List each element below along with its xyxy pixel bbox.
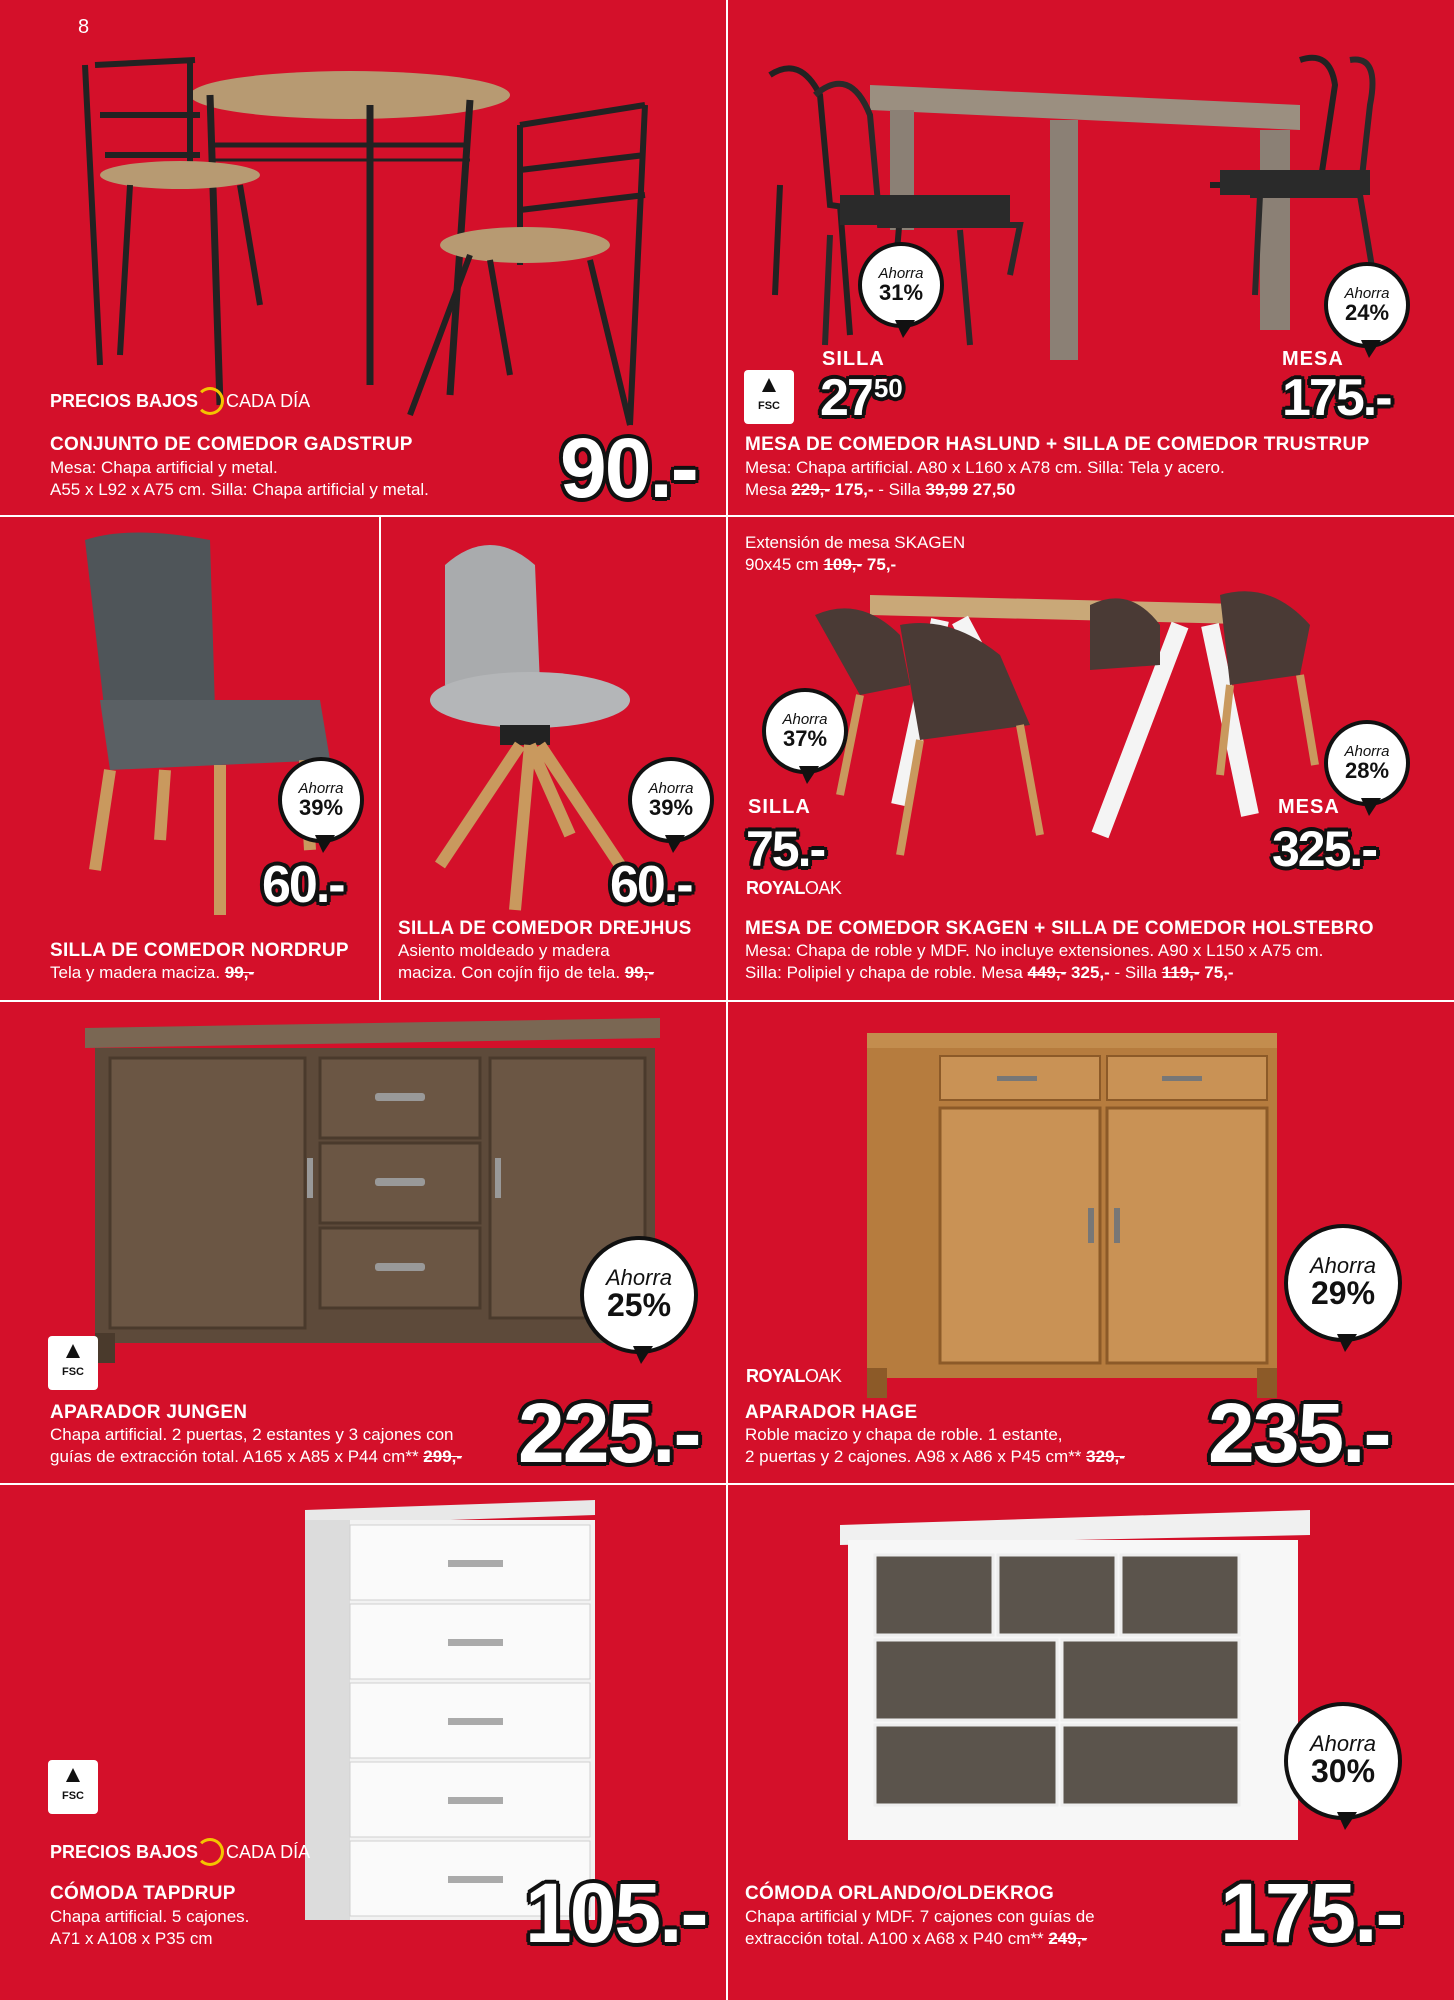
fsc-tree-icon: ▲ [757,371,781,398]
precios-bajos-logo [50,387,310,415]
hage-royaloak-logo [746,1366,841,1387]
tapdrup-fsc-logo [48,1760,98,1814]
skagen-desc-prefix: Silla: Polipiel y chapa de roble. Mesa [745,963,1028,982]
haslund-title: MESA DE COMEDOR HASLUND + SILLA DE COMEDOR TRUSTRUP [745,434,1370,455]
tapdrup-precios-bajos-logo [50,1838,310,1866]
tapdrup-desc-line1: Chapa artificial. 5 cajones. [50,1907,250,1926]
drejhus-save-badge [628,757,714,843]
haslund-silla-old-price: 39,99 [925,480,969,499]
orlando-title: CÓMODA ORLANDO/OLDEKROG [745,1883,1055,1904]
gadstrup-desc-line2: A55 x L92 x A75 cm. Silla: Chapa artificial y metal. [50,480,429,499]
hage-save-word: Ahorra [1309,1253,1377,1279]
skagen-silla-old-price: 119,- [1161,963,1200,982]
drejhus-save-word: Ahorra [648,779,694,797]
jungen-desc-line1: Chapa artificial. 2 puertas, 2 estantes y 3 cajones con [50,1425,454,1444]
divider-h2 [0,1000,1454,1002]
precios-bajos-ring-icon [196,1838,224,1866]
royal-text: ROYAL [746,878,805,898]
skagen-royaloak-logo [746,878,841,899]
haslund-mesa-save-badge [1324,262,1410,348]
orlando-desc-line1: Chapa artificial y MDF. 7 cajones con guías de [745,1907,1095,1926]
orlando-desc [745,1906,1095,1950]
nordrup-old-price: 99,- [224,963,255,982]
tapdrup-desc-line2: A71 x A108 x P35 cm [50,1929,213,1948]
gadstrup-price: 90.- [560,421,697,515]
haslund-mesa-old-price: 229,- [791,480,831,499]
page-number: 8 [78,16,90,38]
drejhus-title: SILLA DE COMEDOR DREJHUS [398,918,692,939]
skagen-silla-save-badge [762,688,848,774]
tapdrup-desc [50,1906,249,1950]
skagen-desc-line1: Mesa: Chapa de roble y MDF. No incluye extensiones. A90 x L150 x A75 cm. [745,941,1324,960]
jungen-price: 225.- [518,1386,700,1480]
divider-h1 [0,515,1454,517]
orlando-old-price: 249,- [1048,1929,1088,1948]
skagen-ext-new-price: 75,- [866,555,897,574]
orlando-desc-line2 [745,1928,1095,1950]
divider-vertical-chairs [379,515,381,1000]
drejhus-old-price: 99,- [624,963,655,982]
skagen-ext-line1: Extensión de mesa SKAGEN [745,533,966,552]
skagen-extension [745,532,965,576]
skagen-silla-save-value: 37% [782,725,828,751]
haslund-silla-price-cents: 50 [873,372,903,403]
orlando-desc-line2-text: extracción total. A100 x A68 x P40 cm** [745,1929,1049,1948]
skagen-title: MESA DE COMEDOR SKAGEN + SILLA DE COMEDOR HOLSTEBRO [745,918,1374,939]
skagen-mesa-price: 325.- [1272,821,1376,877]
oak-text: OAK [804,878,842,898]
fsc-text: FSC [62,1790,84,1802]
fsc-tree-icon: ▲ [61,1337,85,1364]
cada-dia-text: CADA DÍA [226,1841,311,1862]
skagen-desc-line2 [745,962,1323,984]
tapdrup-price: 105.- [525,1866,707,1960]
jungen-save-word: Ahorra [605,1265,673,1291]
haslund-silla-save-word: Ahorra [878,264,924,282]
drejhus-desc-line1: Asiento moldeado y madera [398,941,610,960]
gadstrup-image [70,45,670,445]
tapdrup-title: CÓMODA TAPDRUP [50,1883,236,1904]
hage-desc-line2-text: 2 puertas y 2 cajones. A98 x A86 x P45 cm** [745,1447,1087,1466]
orlando-save-word: Ahorra [1309,1731,1377,1757]
orlando-save-badge [1284,1702,1402,1820]
hage-desc [745,1424,1125,1468]
drejhus-save-value: 39% [648,794,694,820]
skagen-mesa-save-badge [1324,720,1410,806]
nordrup-desc-line1: Tela y madera maciza. [50,963,221,982]
skagen-silla-new-price: 75,- [1204,963,1234,982]
skagen-ext-old-price: 109,- [823,555,863,574]
cada-dia-text: CADA DÍA [226,390,311,411]
gadstrup-desc [50,457,429,501]
tapdrup-image [300,1500,600,1925]
jungen-save-badge [580,1236,698,1354]
hage-save-badge [1284,1224,1402,1342]
haslund-mesa-new-price: 175,- [834,480,874,499]
hage-title: APARADOR HAGE [745,1402,918,1423]
haslund-silla-save-badge [858,242,944,328]
haslund-image [760,45,1380,375]
orlando-image [840,1505,1310,1845]
skagen-image [800,575,1320,865]
fsc-tree-icon: ▲ [61,1761,85,1788]
haslund-desc [745,457,1225,501]
hage-old-price: 329,- [1086,1447,1125,1466]
precios-bajos-ring-icon [196,387,224,415]
jungen-save-value: 25% [606,1287,672,1324]
haslund-fsc-logo [744,370,794,424]
precios-bajos-text: PRECIOS BAJOS [50,390,199,411]
jungen-desc [50,1424,462,1468]
jungen-desc-line2 [50,1446,462,1468]
nordrup-price: 60.- [262,856,344,914]
drejhus-desc [398,940,654,984]
oak-text: OAK [804,1366,842,1386]
hage-save-value: 29% [1310,1275,1376,1312]
skagen-mesa-old-price: 449,- [1027,963,1067,982]
skagen-mesa-new-price: 325,- [1071,963,1110,982]
skagen-mesa-save-word: Ahorra [1344,742,1390,760]
hage-desc-line2 [745,1446,1125,1468]
skagen-silla-label: SILLA [748,796,811,818]
divider-h3 [0,1483,1454,1485]
haslund-silla-price-main: 27 [820,369,874,427]
jungen-fsc-logo [48,1336,98,1390]
haslund-desc-line2 [745,479,1225,501]
haslund-silla-sep: - Silla [873,480,926,499]
jungen-image [85,1018,665,1363]
hage-desc-line1: Roble macizo y chapa de roble. 1 estante, [745,1425,1063,1444]
nordrup-save-word: Ahorra [298,779,344,797]
haslund-silla-label: SILLA [822,348,885,370]
hage-price: 235.- [1208,1386,1390,1480]
nordrup-save-badge [278,757,364,843]
skagen-silla-sep: - Silla [1109,963,1162,982]
nordrup-title: SILLA DE COMEDOR NORDRUP [50,940,349,961]
jungen-desc-line2-text: guías de extracción total. A165 x A85 x P44 cm** [50,1447,424,1466]
haslund-desc-line1: Mesa: Chapa artificial. A80 x L160 x A78 cm. Silla: Tela y acero. [745,458,1225,477]
skagen-desc [745,940,1323,984]
orlando-price: 175.- [1220,1866,1402,1960]
haslund-mesa-price: 175.- [1282,369,1391,427]
orlando-save-value: 30% [1310,1753,1376,1790]
gadstrup-desc-line1: Mesa: Chapa artificial y metal. [50,458,278,477]
skagen-mesa-save-value: 28% [1344,757,1390,783]
haslund-mesa-save-value: 24% [1344,299,1390,325]
nordrup-desc [50,962,254,984]
drejhus-desc-line2-text: maciza. Con cojín fijo de tela. [398,963,621,982]
drejhus-price: 60.- [610,856,692,914]
nordrup-save-value: 39% [298,794,344,820]
haslund-mesa-prefix: Mesa [745,480,792,499]
skagen-ext-size: 90x45 cm [745,555,824,574]
skagen-silla-price: 75.- [746,821,825,877]
fsc-text: FSC [758,400,780,412]
haslund-mesa-save-word: Ahorra [1344,284,1390,302]
drejhus-desc-line2 [398,962,654,984]
skagen-silla-save-word: Ahorra [782,710,828,728]
haslund-silla-save-value: 31% [878,279,924,305]
jungen-title: APARADOR JUNGEN [50,1402,248,1423]
skagen-ext-line2 [745,554,965,576]
haslund-mesa-label: MESA [1282,348,1344,370]
hage-image [862,1028,1282,1398]
fsc-text: FSC [62,1366,84,1378]
haslund-silla-price [820,368,903,428]
precios-bajos-text: PRECIOS BAJOS [50,1841,199,1862]
gadstrup-title: CONJUNTO DE COMEDOR GADSTRUP [50,434,413,455]
royal-text: ROYAL [746,1366,805,1386]
jungen-old-price: 299,- [423,1447,463,1466]
haslund-silla-new-price: 27,50 [972,480,1016,499]
skagen-mesa-label: MESA [1278,796,1340,818]
